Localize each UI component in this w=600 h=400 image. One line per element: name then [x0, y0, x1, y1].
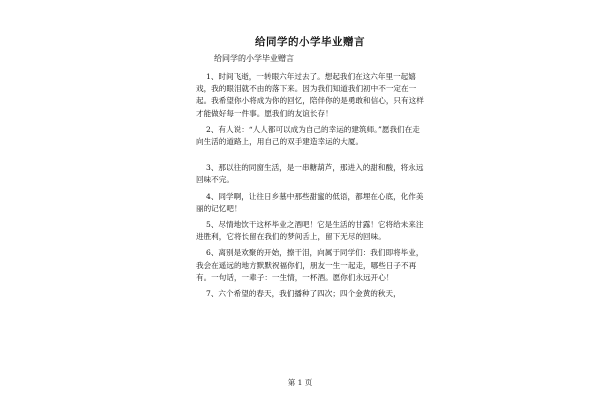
page-number-footer: 第 1 页: [287, 378, 313, 387]
page-subtitle: 给同学的小学毕业赠言: [214, 54, 294, 63]
paragraph-1: 1、时间飞逝，一转眼六年过去了。想起我们在这六年里一起嬉戏，我的眼泪就不由的落下来。因为我们知道我们初中不一定在一起。我希望你小将成为你的回忆，陪伴你的是勇敢和信心，只有这样才能做好每一件事。愿我们的友谊长存！: [196, 72, 424, 118]
paragraph-7: 7、六个希望的春天，我们播种了四次；四个金黄的秋天，: [206, 289, 401, 299]
paragraph-4: 4、同学啊，让往日乡墓中那些甜蜜的低语，都埋在心底，化作美丽的记忆吧！: [196, 191, 424, 213]
page-title: 给同学的小学毕业赠言: [255, 36, 365, 48]
paragraph-6: 6、离别是欢聚的开始，擦干泪，向属于同学们：我们即将毕业，我会在遥远的地方默默祝福你们，朋友一生一起走，哪些日子不再有。一句话，一辈子：一生情，一杯酒。愿你们永远开心！: [196, 248, 424, 282]
paragraph-2: 2、有人说：“人人都可以成为自己的幸运的建筑师。”愿我们在走向生活的道路上，用自己的双手建造幸运的大厦。: [196, 124, 420, 147]
document-body: [196, 34, 424, 304]
paragraph-5: 5、尽情地饮干这杯毕业之酒吧！它是生活的甘露！它将给未来注进胜利，它将长留在我们的梦间舌上，留下无尽的回味。: [196, 220, 424, 242]
paragraph-3: 3、那以往的同窗生活，是一串糖葫芦，那进入的甜和酸，将永远回味不完。: [196, 163, 424, 185]
